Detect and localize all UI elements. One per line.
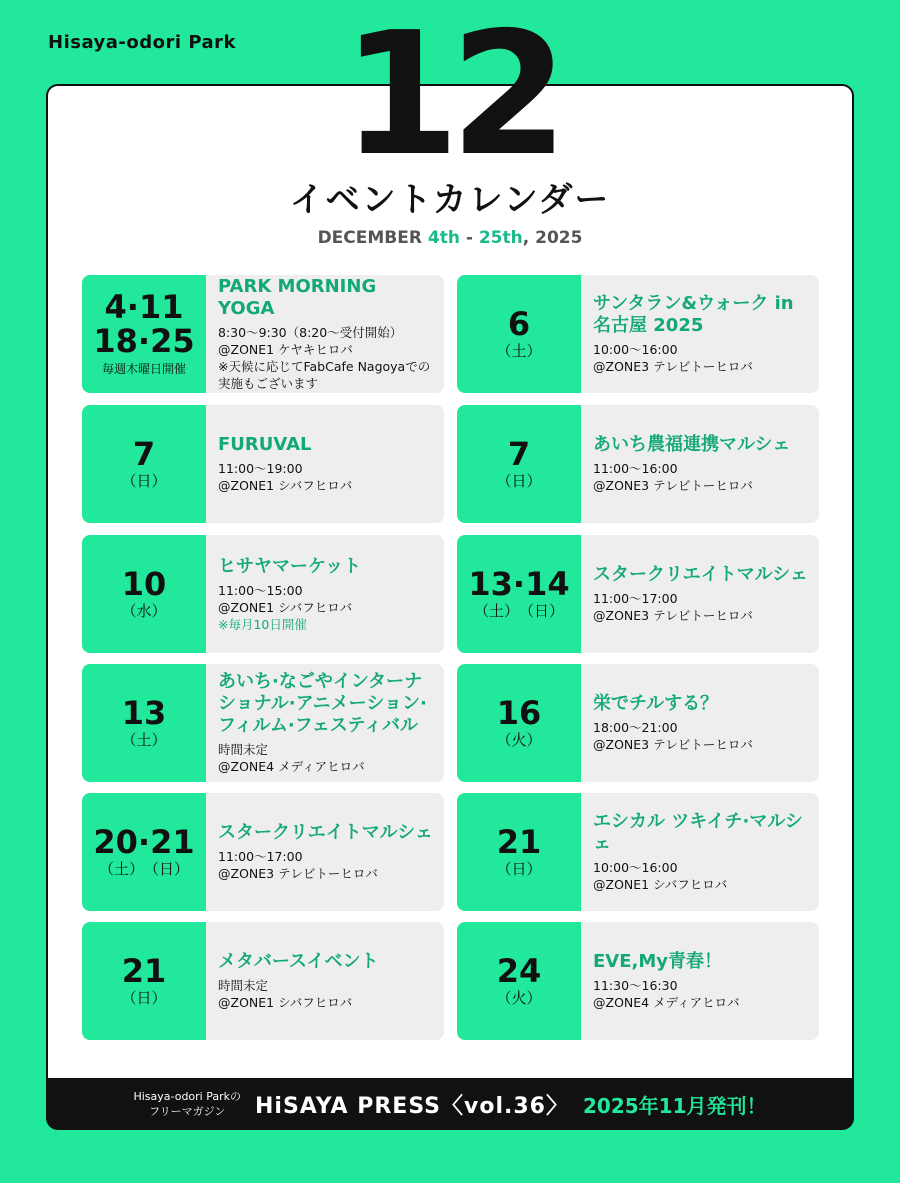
event-day: 21: [496, 823, 542, 861]
date-range-year: , 2025: [522, 228, 583, 248]
event-detail: 11:00〜15:00: [218, 582, 303, 598]
event-day: 6: [507, 305, 531, 343]
date-range-sep: -: [459, 228, 479, 248]
event-info: [206, 275, 444, 393]
event-detail: @ZONE3 テレビトーヒロバ: [218, 866, 378, 881]
event-detail: 時間未定: [218, 978, 269, 993]
event-day-second: 18·25: [93, 322, 195, 360]
event-weekday: （火）: [496, 731, 542, 749]
event-card: [457, 664, 819, 782]
brand-logo: Hisaya-odori Park: [48, 32, 237, 53]
event-weekday: （日）: [121, 472, 167, 490]
event-title: あいち農福連携マルシェ: [593, 434, 791, 455]
event-day: 7: [507, 435, 531, 473]
event-date: [82, 275, 206, 393]
event-date: [457, 535, 581, 653]
event-detail: 時間未定: [218, 742, 269, 757]
event-date: [82, 922, 206, 1040]
event-weekday: （火）: [496, 989, 542, 1007]
event-date: [457, 664, 581, 782]
event-title: PARK MORNING YOGA: [218, 276, 377, 319]
footer-caption: [133, 1089, 241, 1119]
event-weekday: （日）: [496, 472, 542, 490]
event-detail: 11:00〜16:00: [593, 461, 678, 476]
event-title: ヒサヤマーケット: [218, 555, 362, 577]
event-info: [206, 535, 444, 653]
event-card: [82, 664, 444, 782]
event-title: あいち·なごやインターナショナル·アニメーション·フィルム·フェスティバル: [218, 671, 427, 736]
event-card: [82, 405, 444, 523]
event-detail: @ZONE1 シバフヒロバ: [218, 995, 353, 1010]
event-info: [206, 405, 444, 523]
event-title: メタバースイベント: [218, 951, 379, 972]
event-title: FURUVAL: [218, 434, 312, 455]
event-day: 21: [121, 952, 167, 990]
event-info: [581, 275, 819, 393]
event-weekday: （日）: [496, 860, 542, 878]
event-detail: 18:00〜21:00: [593, 720, 678, 735]
footer-line1: Hisaya-odori Parkの: [133, 1090, 241, 1103]
event-weekday: （水）: [121, 602, 167, 620]
event-date: [457, 922, 581, 1040]
event-weekday: （日）: [121, 989, 167, 1007]
date-range-prefix: DECEMBER: [317, 228, 428, 248]
magazine-name: HiSAYA PRESS〈vol.36〉: [255, 1093, 569, 1119]
footer-banner: [46, 1078, 854, 1130]
event-detail: 10:00〜16:00: [593, 342, 678, 357]
event-info: [581, 664, 819, 782]
event-date: [82, 405, 206, 523]
event-detail: @ZONE4 メディアヒロバ: [218, 759, 365, 774]
event-day: 20·21: [93, 823, 195, 861]
event-card: [82, 922, 444, 1040]
month-number: 12: [341, 0, 559, 194]
event-title: 栄でチルする？: [593, 693, 719, 714]
event-card: [457, 922, 819, 1040]
event-weekday: （土）: [496, 342, 542, 360]
event-info: [581, 922, 819, 1040]
event-day: 10: [121, 565, 167, 603]
event-date: [82, 535, 206, 653]
event-date: [457, 405, 581, 523]
event-day: 24: [496, 952, 542, 990]
event-weekday: （土） （日）: [473, 602, 564, 620]
date-range: [0, 228, 900, 248]
event-card: [457, 793, 819, 911]
event-weekday: （土）: [121, 731, 167, 749]
date-range-start: 4th: [427, 228, 460, 248]
event-detail: ※天候に応じてFabCafe Nagoyaでの: [218, 359, 431, 374]
event-date: [82, 664, 206, 782]
event-info: [206, 664, 444, 782]
event-detail: @ZONE3 テレビトーヒロバ: [593, 737, 753, 752]
event-detail: 実施もございます: [218, 376, 319, 391]
date-range-end: 25th: [478, 228, 523, 248]
event-title: エシカル ツキイチ·マルシェ: [593, 811, 803, 854]
event-card: [82, 535, 444, 653]
event-info: [581, 535, 819, 653]
event-detail: 11:00〜17:00: [218, 849, 303, 864]
event-detail: 11:00〜19:00: [218, 461, 303, 476]
event-detail: @ZONE1 シバフヒロバ: [593, 877, 728, 892]
event-date: [457, 275, 581, 393]
event-day: 13·14: [468, 565, 570, 603]
event-title: EVE,My青春！: [593, 951, 723, 972]
event-note: ※毎月10日開催: [218, 616, 307, 632]
event-info: [206, 793, 444, 911]
event-card: [457, 405, 819, 523]
event-day: 13: [121, 694, 167, 732]
event-detail: @ZONE4 メディアヒロバ: [593, 995, 740, 1010]
event-info: [581, 405, 819, 523]
event-info: [206, 922, 444, 1040]
page-title: イベントカレンダー: [289, 180, 611, 220]
event-date-note: 毎週木曜日開催: [101, 362, 186, 376]
event-title: スタークリエイトマルシェ: [218, 822, 433, 843]
event-card: [82, 793, 444, 911]
event-day: 7: [132, 435, 156, 473]
event-card: [457, 275, 819, 393]
footer-line2: フリーマガジン: [149, 1105, 226, 1118]
event-detail: 10:00〜16:00: [593, 860, 678, 875]
event-weekday: （土） （日）: [98, 860, 189, 878]
event-title: スタークリエイトマルシェ: [593, 564, 808, 585]
event-detail: @ZONE1 シバフヒロバ: [218, 599, 353, 615]
event-detail: 11:00〜17:00: [593, 591, 678, 606]
event-detail: 11:30〜16:30: [593, 978, 678, 993]
event-info: [581, 793, 819, 911]
event-detail: @ZONE3 テレビトーヒロバ: [593, 478, 753, 493]
event-day: 4·11: [104, 288, 184, 326]
event-detail: 8:30〜9:30（8:20〜受付開始）: [218, 325, 403, 340]
event-detail: @ZONE3 テレビトーヒロバ: [593, 608, 753, 623]
event-date: [82, 793, 206, 911]
event-card: [457, 535, 819, 653]
event-day: 16: [496, 694, 542, 732]
event-date: [457, 793, 581, 911]
event-card: [82, 275, 444, 393]
event-title: サンタラン&ウォーク in 名古屋 2025: [593, 293, 794, 336]
issue-date: 2025年11月発刊！: [583, 1093, 767, 1118]
event-detail: @ZONE3 テレビトーヒロバ: [593, 359, 753, 374]
event-detail: @ZONE1 ケヤキヒロバ: [218, 342, 353, 357]
event-detail: @ZONE1 シバフヒロバ: [218, 478, 353, 493]
